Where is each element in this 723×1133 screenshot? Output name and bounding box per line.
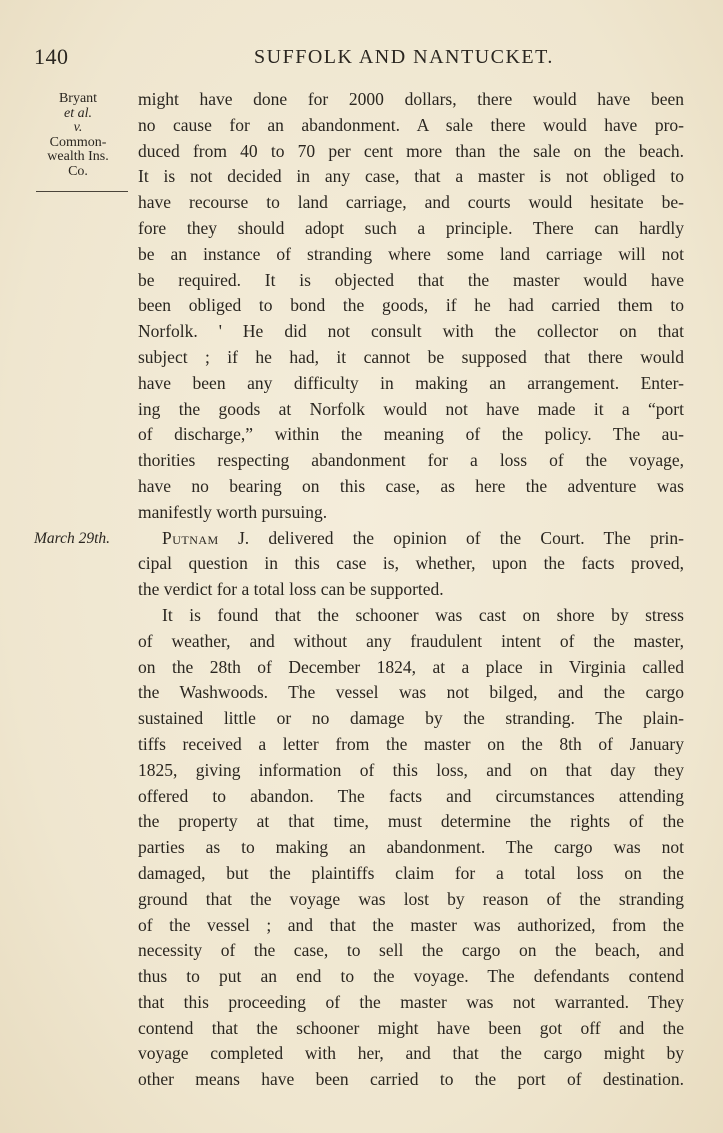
margin-date-note: March 29th. — [34, 530, 111, 547]
running-head: SUFFOLK AND NANTUCKET. — [254, 46, 554, 68]
text-line: thorities respecting abandonment for a loss of the voyage, — [138, 450, 684, 471]
case-note-line: v. — [73, 120, 83, 135]
text-line-rest: J. delivered the opinion of the Court. The prin- — [218, 527, 684, 548]
text-line: be an instance of stranding where some land carriage will not — [138, 243, 684, 264]
case-note-line: Co. — [68, 163, 88, 179]
text-line: of the vessel ; and that the master was authorized, from the — [138, 914, 684, 935]
text-line: on the 28th of December 1824, at a place in Virginia called — [138, 656, 684, 677]
text-line: be required. It is objected that the master would have — [138, 269, 684, 290]
text-line: ground that the voyage was lost by reason of the stranding — [138, 888, 684, 909]
text-line: ing the goods at Norfolk would not have made it a “port — [138, 398, 684, 419]
text-line: sustained little or no damage by the stranding. The plain- — [138, 708, 684, 729]
case-citation-note — [20, 92, 128, 179]
text-line: duced from 40 to 70 per cent more than the sale on the beach. — [138, 140, 684, 161]
text-line — [138, 526, 684, 552]
text-line: cipal question in this case is, whether, upon the facts proved, — [138, 553, 684, 574]
text-line: no cause for an abandonment. A sale there would have pro- — [138, 114, 684, 135]
text-line: other means have been carried to the port of destination. — [138, 1069, 684, 1090]
text-line: necessity of the case, to sell the cargo on the beach, and — [138, 940, 684, 961]
text-line: might have done for 2000 dollars, there would have been — [138, 89, 684, 109]
text-line: have been any difficulty in making an arrangement. Enter- — [138, 372, 684, 393]
text-line: 1825, giving information of this loss, and on that day they — [138, 759, 684, 780]
text-line: have no bearing on this case, as here the adventure was — [138, 475, 684, 496]
body-text — [138, 87, 684, 1093]
text-line: thus to put an end to the voyage. The defendants contend — [138, 966, 684, 987]
text-line: voyage completed with her, and that the cargo might by — [138, 1043, 684, 1064]
text-line: the verdict for a total loss can be supported. — [138, 579, 444, 600]
text-line: subject ; if he had, it cannot be supposed that there would — [138, 346, 684, 367]
judge-name: Putnam — [162, 527, 219, 548]
margin-rule-divider — [36, 191, 128, 192]
page-header — [34, 44, 684, 80]
text-line: contend that the schooner might have been got off and the — [138, 1017, 684, 1038]
text-line: It is not decided in any case, that a master is not obliged to — [138, 166, 684, 187]
text-line: It is found that the schooner was cast on shore by stress — [162, 604, 684, 625]
case-note-line: et al. — [64, 105, 92, 121]
text-line: manifestly worth pursuing. — [138, 501, 328, 522]
page-number: 140 — [34, 44, 69, 69]
case-note-line: Bryant — [58, 91, 98, 106]
text-line: tiffs received a letter from the master on the 8th of January — [138, 733, 684, 754]
text-line: the Washwoods. The vessel was not bilged, and the cargo — [138, 682, 684, 703]
case-note-line: wealth Ins. — [47, 149, 109, 164]
text-line: fore they should adopt such a principle. There can hardly — [138, 217, 684, 238]
text-line: of discharge,” within the meaning of the policy. The au- — [138, 424, 684, 445]
text-line: that this proceeding of the master was not warranted. They — [138, 991, 684, 1012]
text-line: Norfolk. ' He did not consult with the collector on that — [138, 321, 684, 342]
text-line: of weather, and without any fraudulent intent of the master, — [138, 630, 684, 651]
text-line: offered to abandon. The facts and circumstances attending — [138, 785, 684, 806]
text-line: the property at that time, must determine the rights of the — [138, 811, 684, 832]
case-note-line: Common- — [49, 134, 107, 150]
text-line: parties as to making an abandonment. The cargo was not — [138, 837, 684, 858]
text-line: have recourse to land carriage, and courts would hesitate be- — [138, 192, 684, 213]
text-line: been obliged to bond the goods, if he had carried them to — [138, 295, 684, 316]
margin-notes — [20, 92, 128, 192]
text-line: damaged, but the plaintiffs claim for a total loss on the — [138, 862, 684, 883]
